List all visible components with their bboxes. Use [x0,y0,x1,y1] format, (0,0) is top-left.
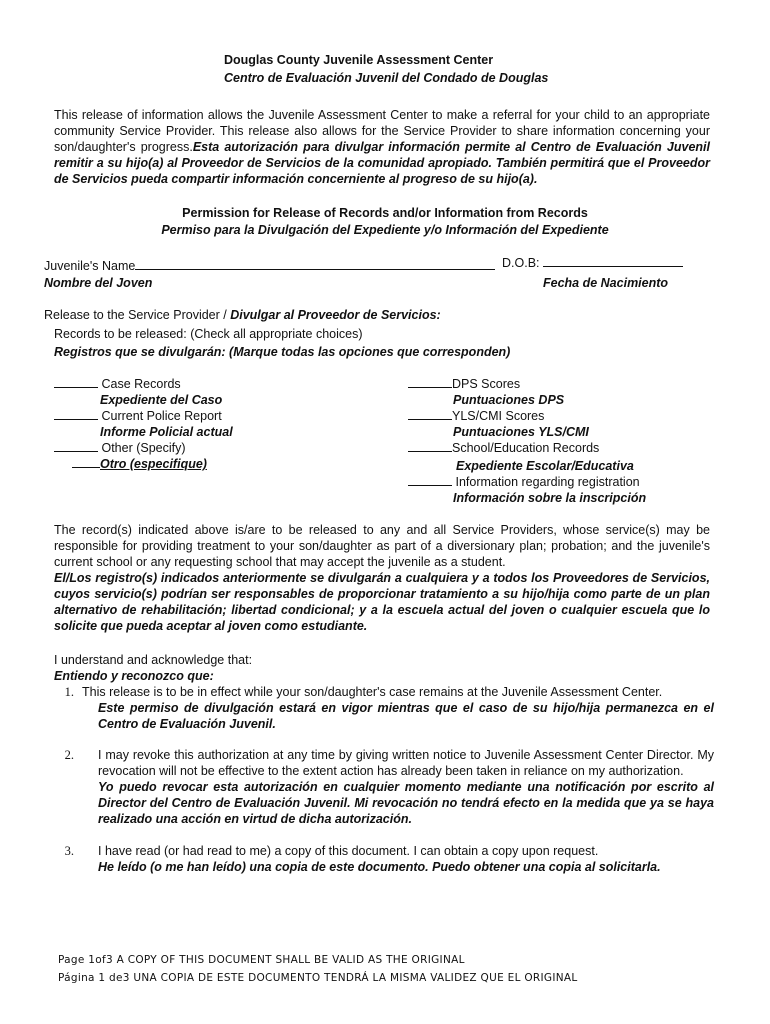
check-item-registration [408,474,640,490]
acknowledge-item-1 [58,684,714,700]
release-to-es: Divulgar al Proveedor de Servicios: [230,308,441,322]
check-label: School/Education Records [452,441,600,455]
check-blank[interactable] [408,474,452,486]
check-label: Case Records [101,377,181,391]
intro-paragraph [54,107,710,187]
release-to-line [44,307,441,323]
records-paragraph-en: The record(s) indicated above is/are to be released to any and all Service Providers, whose service(s) may be responsible for providing treatment to your son/daughter as part of a diversionary plan; probation; and the juvenile's current school or any requesting school that may accept the juvenile as a student. [54,523,710,569]
footer-en: Page 1of3 A COPY OF THIS DOCUMENT SHALL BE VALID AS THE ORIGINAL [58,954,465,966]
release-to-en: Release to the Service Provider / [44,308,231,322]
check-label: DPS Scores [452,377,521,391]
check-label-es: Expediente Escolar/Educativa [456,459,634,473]
acknowledge-item-3-es: He leído (o me han leído) una copia de este documento. Puedo obtener una copia al solicitarla. [98,860,661,874]
intro-en: This release of information allows the Juvenile Assessment Center to make a referral for your child to an appropriate community Service Provider. This release also allows for the Service Provider to share information concerning your son/daughter's progress. [54,108,710,154]
check-label-es: Expediente del Caso [100,393,223,407]
item-text-en: This release is to be in effect while your son/daughter's case remains at the Juvenile Assessment Center. [82,685,663,699]
juvenile-name-label: Juvenile's Name [44,259,136,273]
acknowledge-intro-es: Entiendo y reconozco que: [54,669,214,683]
check-item-dps-scores [408,376,520,392]
footer-es: Página 1 de3 UNA COPIA DE ESTE DOCUMENTO TENDRÁ LA MISMA VALIDEZ QUE EL ORIGINAL [58,972,578,984]
intro-es: Esta autorización para divulgar información permite al Centro de Evaluación Juvenil remitir a su hijo(a) al Proveedor de Servicios de la comunidad apropiado. También permitirá que el Proveedor de Servicios pueda compartir información concerniente al progreso de su hijo(a). [54,140,710,186]
check-blank[interactable] [408,408,452,420]
permission-title-en: Permission for Release of Records and/or Information from Records [182,206,588,220]
check-blank[interactable] [408,440,452,452]
dob-field[interactable] [543,255,683,267]
dob-label: D.O.B: [502,256,540,270]
check-blank[interactable] [54,376,98,388]
dob-row [502,255,683,271]
acknowledge-item-3-en: I have read (or had read to me) a copy of this document. I can obtain a copy upon request. [98,844,599,858]
acknowledge-item-2-es: Yo puedo revocar esta autorización en cualquier momento mediante una notificación por escrito al Director del Centro de Evaluación Juvenil. Mi revocación no tendrá efecto en la medida que ya se haya realizado una acción en virtud de dicha autorización. [98,780,714,826]
header-title-es: Centro de Evaluación Juvenil del Condado de Douglas [224,71,549,85]
item-number: 2. [64,748,74,762]
juvenile-name-field[interactable] [135,258,495,270]
acknowledge-item-1-es: Este permiso de divulgación estará en vigor mientras que el caso de su hijo/hija permanezca en el Centro de Evaluación Juvenil. [98,701,714,731]
check-label-es: Puntuaciones DPS [453,393,565,407]
check-label-es: Otro (especifique) [100,457,207,471]
check-label: YLS/CMI Scores [452,409,545,423]
header-title-en: Douglas County Juvenile Assessment Center [224,53,494,67]
check-label: Other (Specify) [101,441,186,455]
dob-label-es: Fecha de Nacimiento [543,276,669,290]
records-to-release-es: Registros que se divulgarán: (Marque todas las opciones que corresponden) [54,345,511,359]
check-blank[interactable] [408,376,452,388]
item-number: 1. [64,685,74,699]
check-item-case-records [54,376,181,392]
check-item-other [54,440,186,456]
acknowledge-item-3-number [58,843,82,859]
check-label-es: Informe Policial actual [100,425,233,439]
check-item-police-report [54,408,222,424]
juvenile-name-label-es: Nombre del Joven [44,276,153,290]
check-item-yls-scores [408,408,544,424]
juvenile-name-row [44,258,495,274]
records-to-release-en: Records to be released: (Check all appropriate choices) [54,327,363,341]
acknowledge-item-2-number [58,747,82,763]
acknowledge-item-2-en: I may revoke this authorization at any time by giving written notice to Juvenile Assessment Center Director. My revocation will not be effective to the extent action has already been taken in reliance on my authorization. [98,748,714,778]
permission-title-es: Permiso para la Divulgación del Expediente y/o Información del Expediente [161,223,609,237]
check-label: Information regarding registration [455,475,640,489]
check-other-specify[interactable] [72,456,207,472]
check-blank[interactable] [54,440,98,452]
check-label-es: Puntuaciones YLS/CMI [453,425,589,439]
check-blank[interactable] [54,408,98,420]
records-paragraph-es: El/Los registro(s) indicados anteriormente se divulgarán a cualquiera y a todos los Proveedores de Servicios, cuyos servicio(s) podrían ser responsables de proporcionar tratamiento a su hijo/hija como parte de un plan alternativo de rehabilitación; libertad condicional; y a la escuela actual del joven o cualquier escuela que lo solicite que pueda aceptar al joven como estudiante. [54,571,710,633]
check-label-es: Información sobre la inscripción [453,491,647,505]
acknowledge-intro-en: I understand and acknowledge that: [54,653,253,667]
check-label: Current Police Report [101,409,222,423]
check-item-school-records [408,440,599,456]
item-number: 3. [64,844,74,858]
